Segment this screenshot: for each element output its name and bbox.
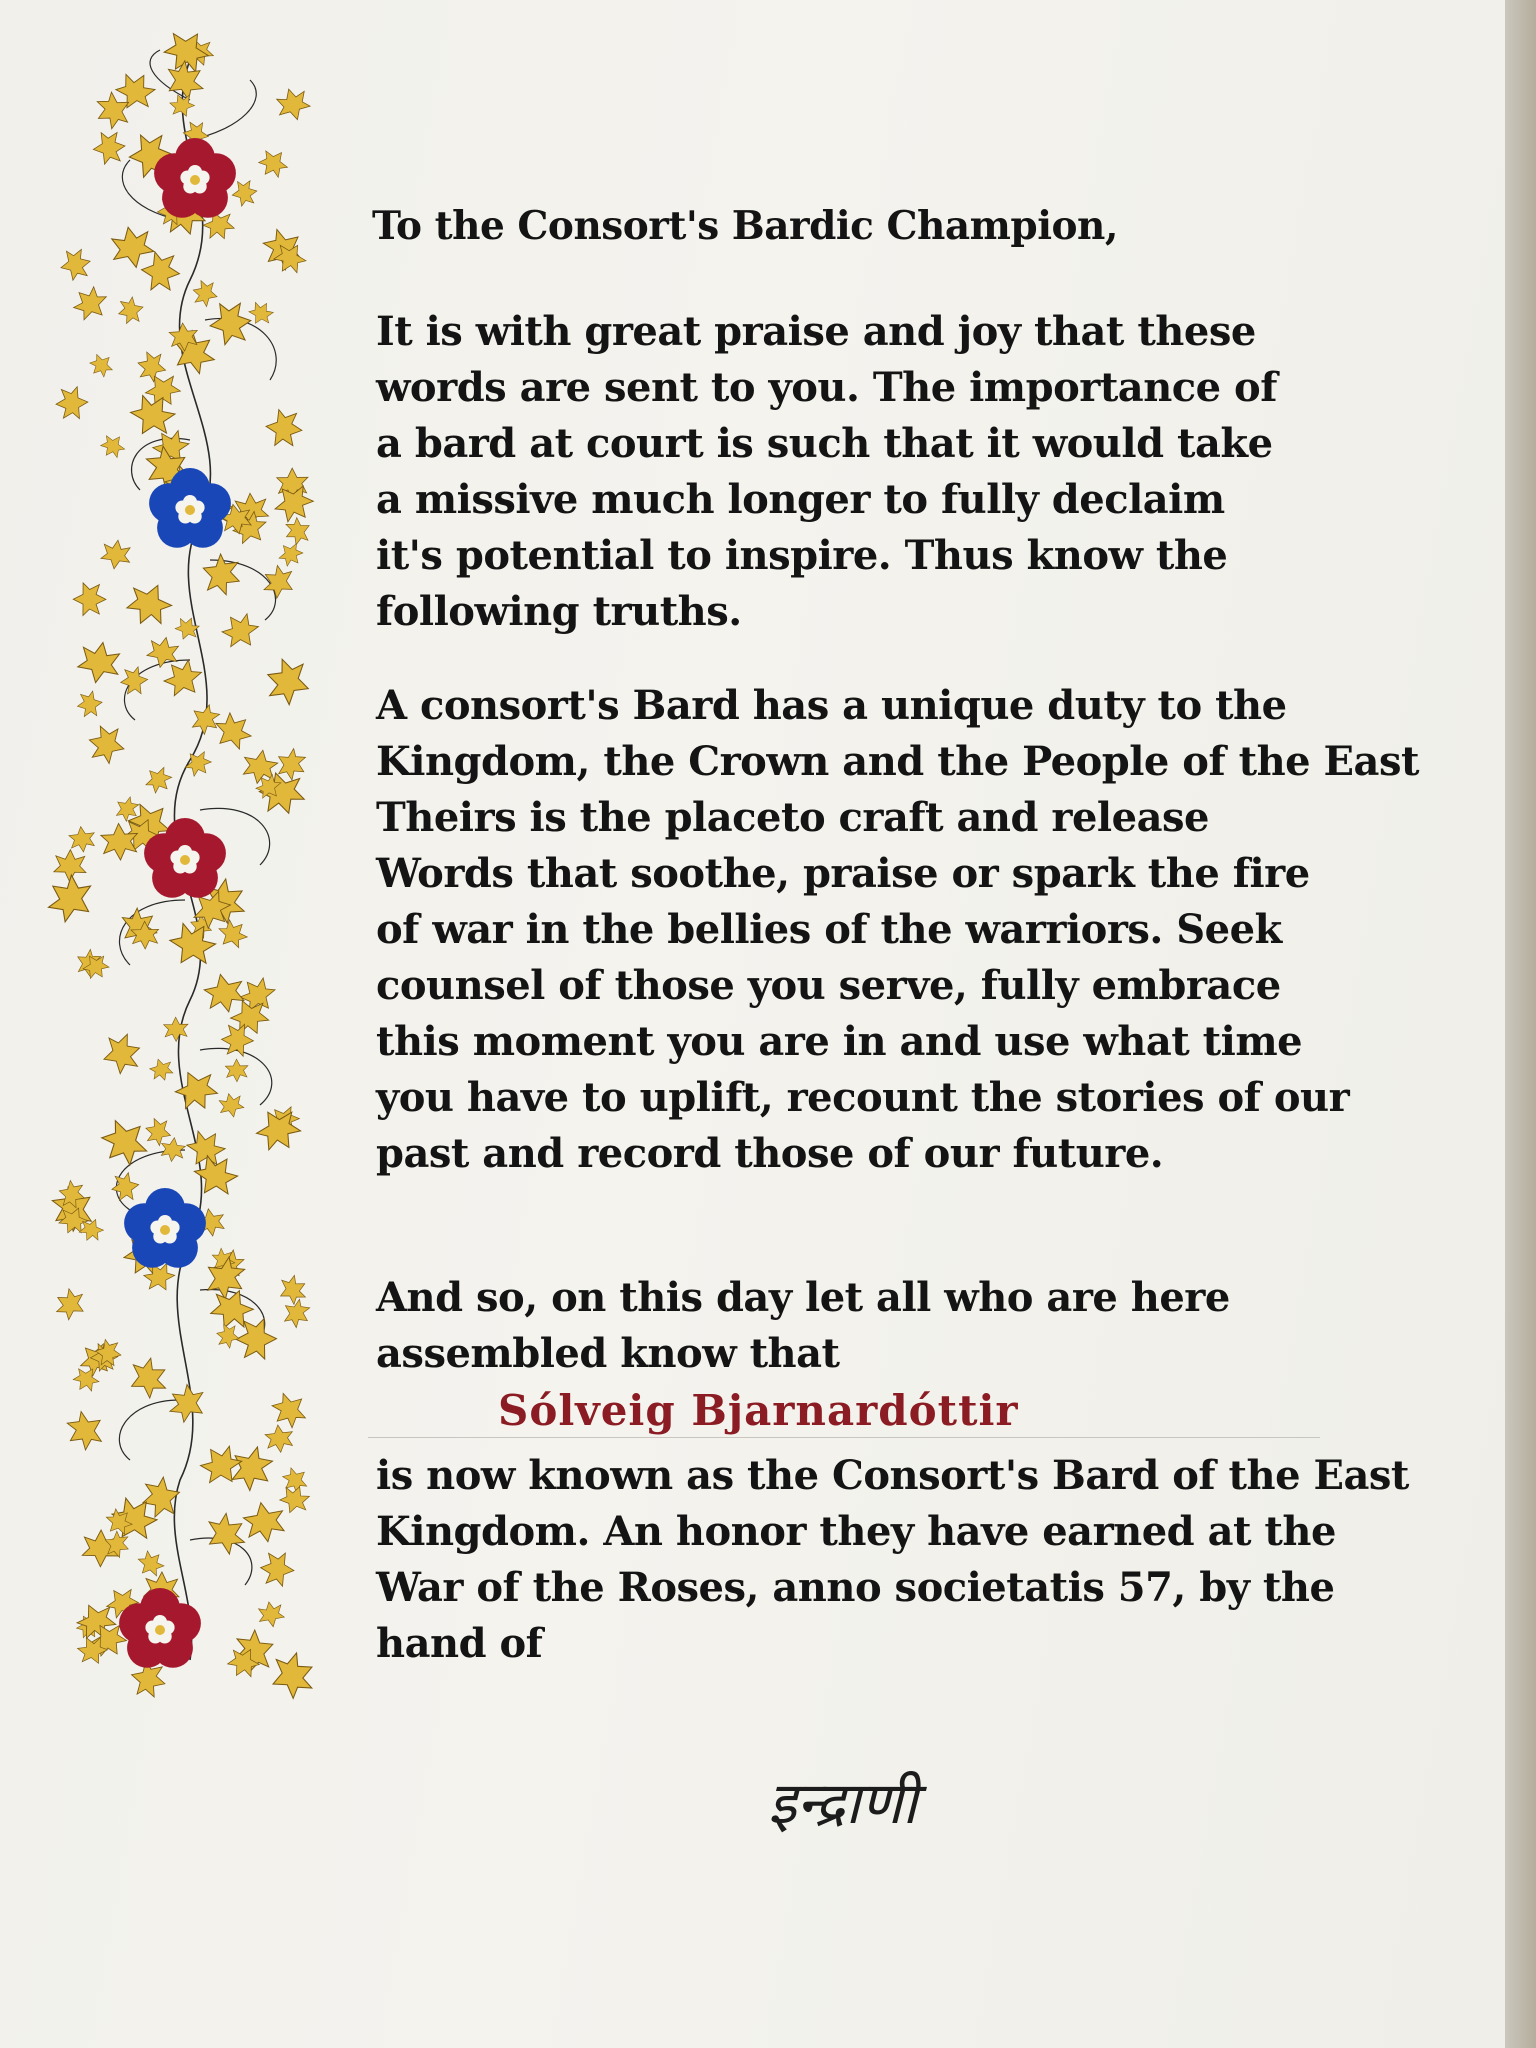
illuminated-border <box>40 20 380 1700</box>
gold-ivy-leaf-icon <box>221 1023 254 1056</box>
gold-ivy-leaf-icon <box>217 607 265 655</box>
gold-ivy-leaf-icon <box>186 700 225 739</box>
gold-ivy-leaf-icon <box>68 825 96 853</box>
gold-ivy-leaf-icon <box>122 577 177 632</box>
gold-ivy-leaf-icon <box>73 583 106 616</box>
gold-ivy-leaf-icon <box>173 614 202 643</box>
proclamation-body: is now known as the Consort's Bard of the East Kingdom. An honor they have earned at the War of the Roses, anno societatis 57, by the hand of <box>376 1452 1409 1667</box>
gold-ivy-leaf-icon <box>97 430 129 462</box>
gold-ivy-leaf-icon <box>197 550 246 599</box>
gold-ivy-leaf-icon <box>281 514 315 548</box>
gold-ivy-leaf-icon <box>278 1295 315 1332</box>
gold-ivy-leaf-icon <box>264 1424 294 1454</box>
gold-ivy-leaf-icon <box>55 386 89 420</box>
vine-tendril <box>119 1400 180 1460</box>
gold-ivy-leaf-icon <box>170 1064 222 1116</box>
gold-ivy-leaf-icon <box>217 1091 245 1119</box>
gold-ivy-leaf-icon <box>123 1353 173 1403</box>
blue-flower-icon <box>149 468 231 548</box>
gold-ivy-leaf-icon <box>214 1322 242 1350</box>
gold-ivy-leaf-icon <box>108 223 156 271</box>
gold-ivy-leaf-icon <box>98 1030 145 1077</box>
gold-ivy-leaf-icon <box>100 538 133 571</box>
gold-ivy-leaf-icon <box>134 349 169 384</box>
gold-ivy-leaf-icon <box>273 85 312 124</box>
gold-ivy-leaf-icon <box>142 1116 174 1148</box>
gold-ivy-leaf-icon <box>54 849 87 882</box>
gold-ivy-leaf-icon <box>86 350 117 381</box>
vine-tendril <box>190 1538 252 1585</box>
duty-paragraph: A consort's Bard has a unique duty to the Kingdom, the Crown and the People of the East Theirs is the placeto craft and release Words that soothe, praise or spark the fire of war in the bellies of the warriors. Seek counsel of those you serve, fully embrace this moment you are in and use what time you have to uplift, recount the stories of our past and record those of our future. <box>376 682 1419 1177</box>
gold-ivy-leaf-icon <box>75 690 104 719</box>
gold-ivy-leaf-icon <box>124 387 180 443</box>
gold-ivy-leaf-icon <box>76 639 123 686</box>
gold-ivy-leaf-icon <box>140 251 182 293</box>
gold-ivy-leaf-icon <box>202 970 248 1016</box>
gold-ivy-leaf-icon <box>163 1379 212 1428</box>
gold-ivy-leaf-icon <box>241 1499 287 1545</box>
gold-ivy-leaf-icon <box>199 1508 252 1561</box>
gold-ivy-leaf-icon <box>58 247 94 283</box>
gold-ivy-leaf-icon <box>163 1017 188 1042</box>
signature: इन्द्राणी <box>768 1769 918 1837</box>
gold-ivy-leaf-icon <box>275 538 307 570</box>
gold-ivy-leaf-icon <box>114 902 163 951</box>
gold-ivy-leaf-icon <box>181 746 216 781</box>
gold-ivy-leaf-icon <box>148 1056 176 1084</box>
gold-ivy-leaf-icon <box>145 634 181 670</box>
gold-ivy-leaf-icon <box>190 278 220 308</box>
opening-paragraph: It is with great praise and joy that these words are sent to you. The importance of a bard at court is such that it would take a missive much longer to fully declaim it's potential to inspire. Thus know the following truths. <box>376 308 1277 635</box>
gold-ivy-leaf-icon <box>207 300 253 346</box>
gold-ivy-leaf-icon <box>51 1285 90 1324</box>
gold-ivy-leaf-icon <box>259 1551 295 1587</box>
gold-ivy-leaf-icon <box>261 654 315 708</box>
gold-ivy-leaf-icon <box>68 281 113 326</box>
gold-ivy-leaf-icon <box>85 723 128 766</box>
gold-ivy-leaf-icon <box>275 1272 311 1308</box>
proclamation-intro: And so, on this day let all who are here assembled know that <box>376 1274 1230 1377</box>
gold-ivy-leaf-icon <box>94 1111 156 1173</box>
gold-ivy-leaf-icon <box>266 1387 313 1434</box>
gold-ivy-leaf-icon <box>188 1148 244 1204</box>
gold-ivy-leaf-icon <box>264 408 304 448</box>
gold-ivy-leaf-icon <box>110 1171 142 1203</box>
red-rose-icon <box>154 138 236 218</box>
gold-ivy-leaf-icon <box>141 762 177 798</box>
name-guide-rule <box>368 1437 1320 1438</box>
gold-ivy-leaf-icon <box>60 1405 110 1455</box>
blue-flower-icon <box>124 1188 206 1268</box>
gold-ivy-leaf-icon <box>92 130 127 165</box>
gold-ivy-leaf-icon <box>40 868 101 929</box>
scroll-edge <box>1505 0 1536 2048</box>
gold-ivy-leaf-icon <box>258 561 300 603</box>
gold-ivy-leaf-icon <box>115 295 146 326</box>
gold-ivy-leaf-icon <box>213 915 252 954</box>
recipient-name: Sólveig Bjarnardóttir <box>498 1386 1019 1435</box>
gold-ivy-leaf-icon <box>254 144 292 182</box>
salutation: To the Consort's Bardic Champion, <box>372 203 1118 249</box>
gold-ivy-leaf-icon <box>225 1059 248 1082</box>
gold-ivy-leaf-icon <box>250 1102 306 1158</box>
gold-ivy-leaf-icon <box>256 1600 285 1629</box>
gold-ivy-leaf-icon <box>230 179 259 208</box>
gold-ivy-leaf-icon <box>265 1648 321 1700</box>
